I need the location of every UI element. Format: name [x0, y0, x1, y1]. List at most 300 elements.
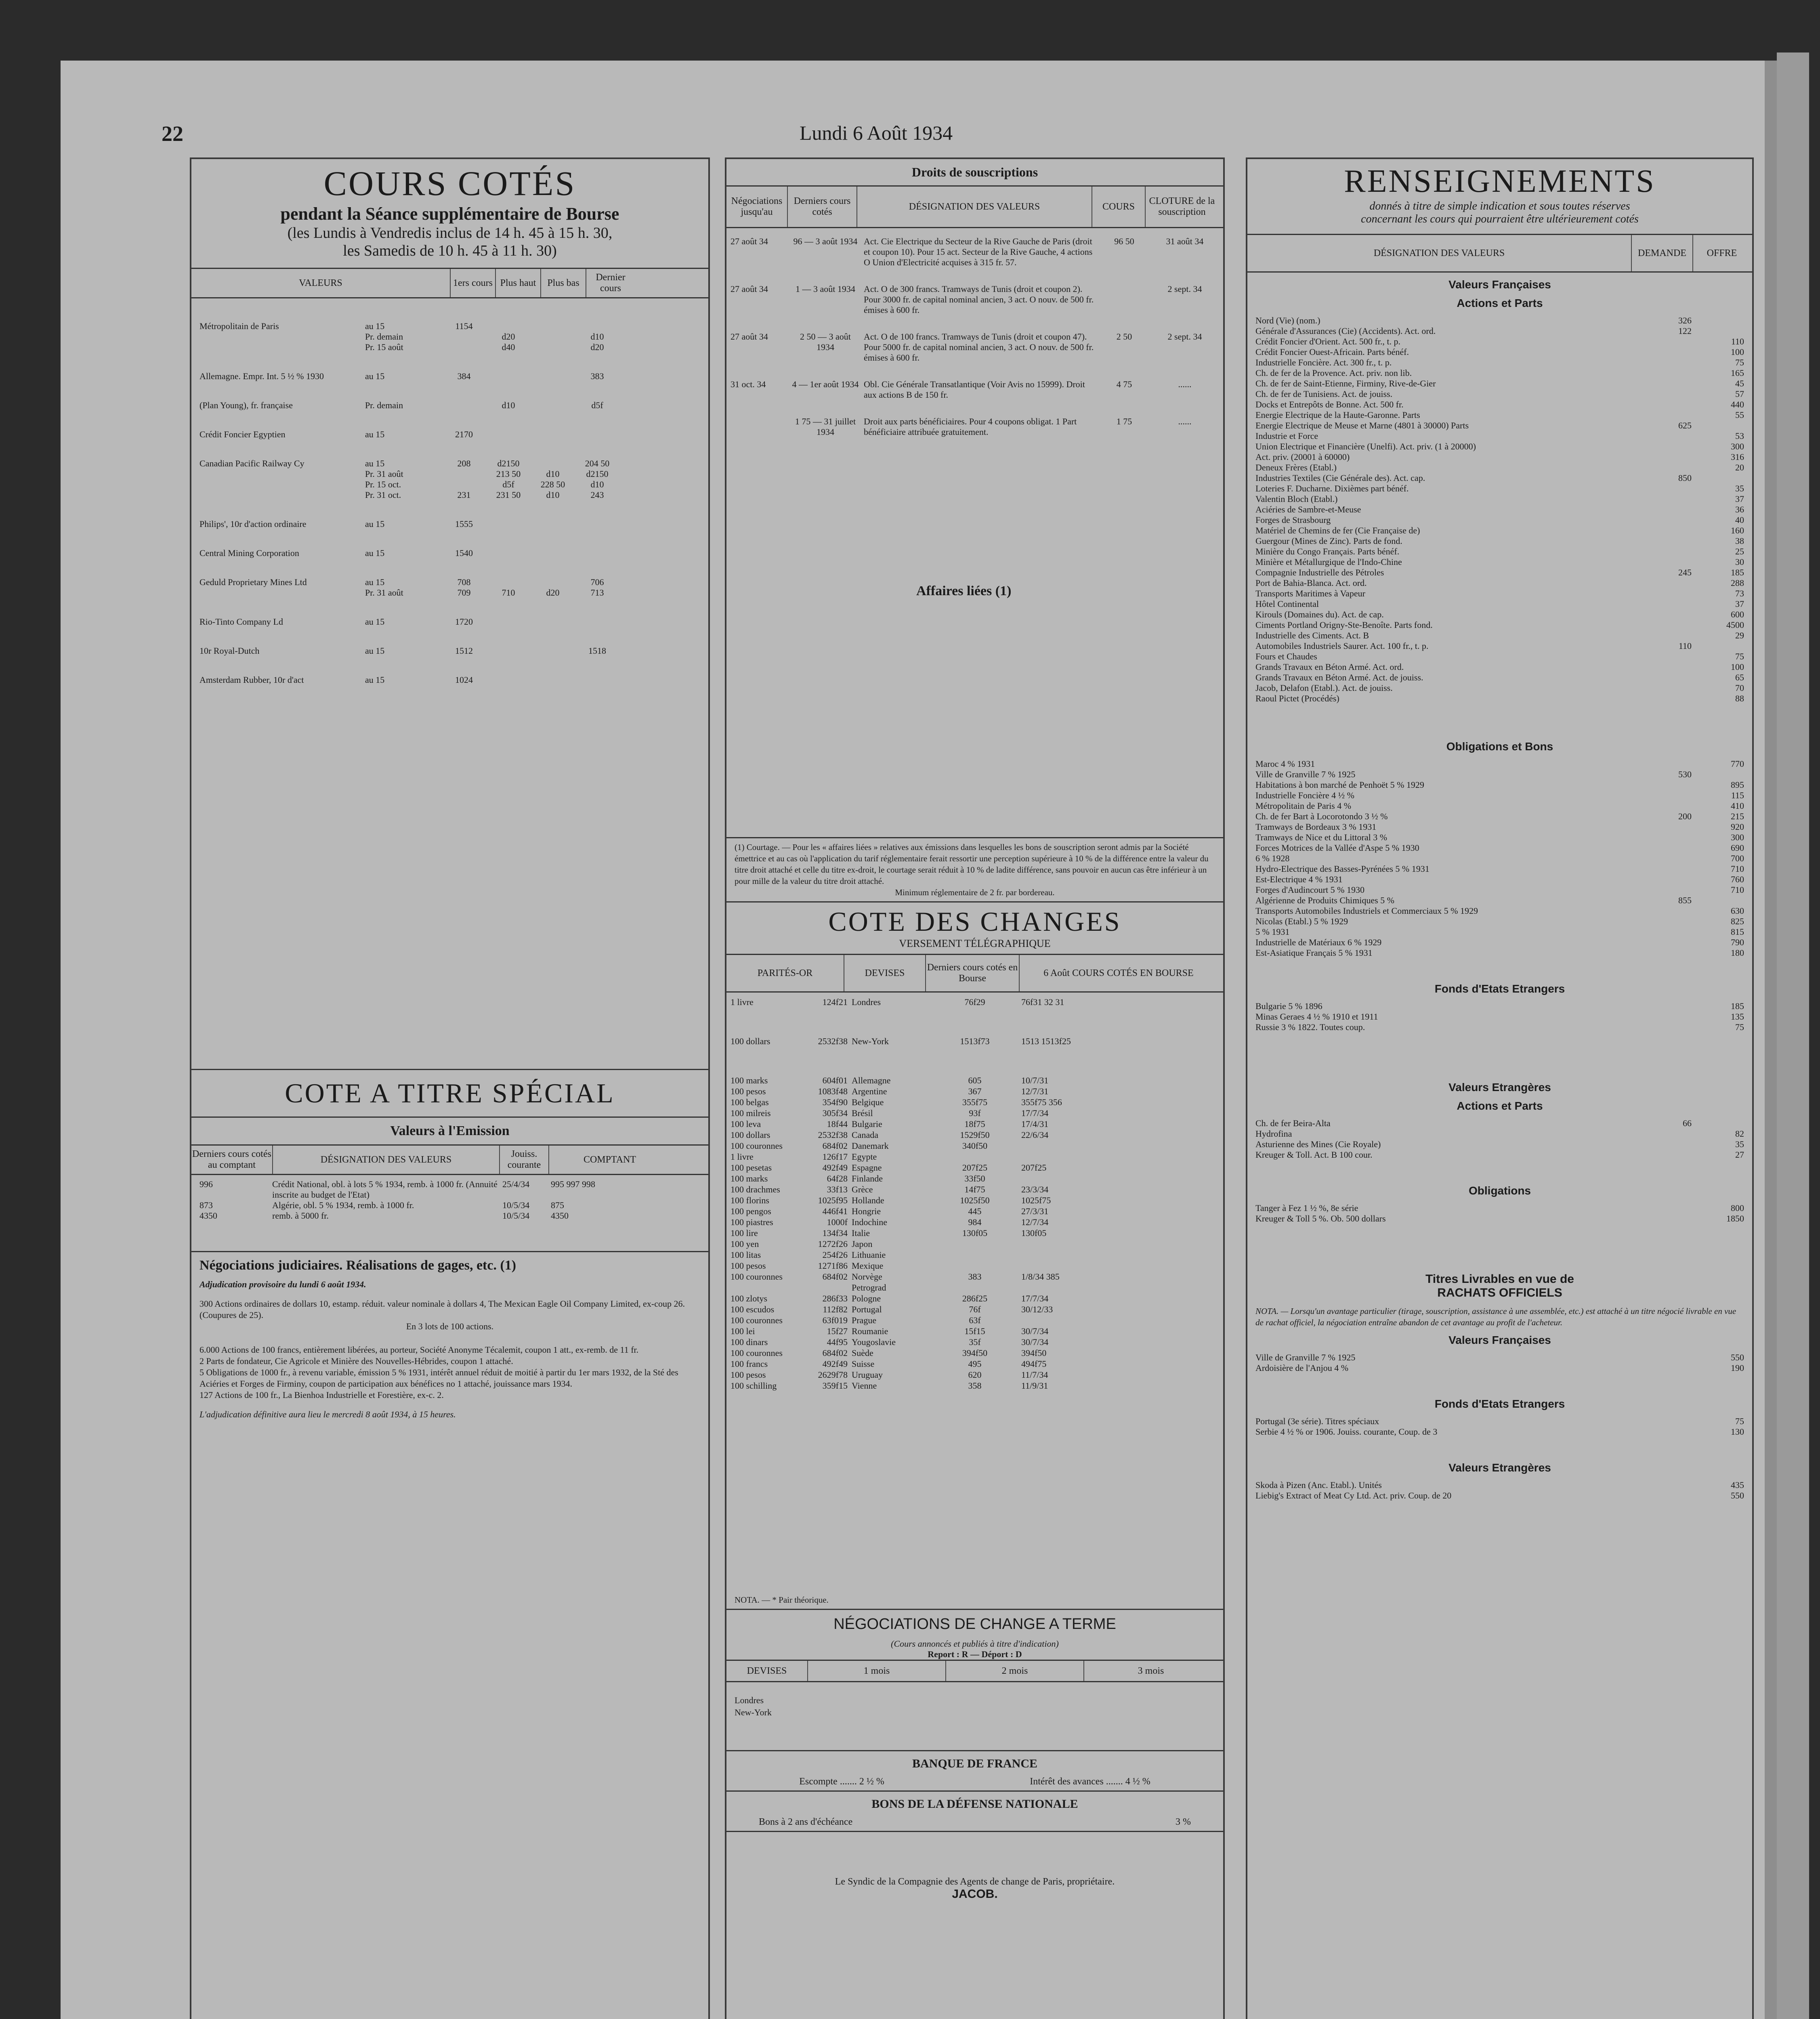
col-high: Plus haut [496, 269, 541, 297]
parity [795, 1282, 852, 1293]
offre: 29 [1735, 630, 1744, 640]
low-cours [531, 321, 575, 332]
designation: Deneux Frères (Etabl.) [1255, 462, 1337, 472]
courtage-minimum: Minimum réglementaire de 2 fr. par bordereau. [895, 888, 1055, 897]
designation: Kreuger & Toll. Act. B 100 cour. [1255, 1150, 1373, 1160]
offre: 100 [1731, 662, 1744, 672]
demande [1655, 546, 1692, 557]
last-cours: 1513f73 [960, 1036, 990, 1046]
first-cours: 708 [457, 577, 471, 587]
term: Pr. 31 août [365, 469, 403, 479]
offre: 70 [1735, 683, 1744, 693]
designation: Raoul Pictet (Procédés) [1255, 693, 1339, 703]
change-row [726, 1369, 1223, 1380]
escompte-label: Escompte [799, 1776, 838, 1787]
term: au 15 [365, 429, 385, 439]
offre [1708, 769, 1744, 780]
offre: 895 [1731, 780, 1744, 790]
designation: Est-Asiatique Français 5 % 1931 [1255, 948, 1373, 958]
change-row [726, 1249, 1223, 1260]
offre: 88 [1735, 693, 1744, 703]
offre: 53 [1735, 431, 1744, 441]
offre: 185 [1731, 567, 1744, 577]
unit: 100 yen [731, 1239, 759, 1249]
demande: 625 [1678, 420, 1692, 430]
cloture: ...... [1178, 416, 1192, 426]
prev-cours: 2 50 — 3 août 1934 [800, 332, 851, 352]
valeur-name: 10r Royal-Dutch [199, 646, 260, 656]
unit: 100 lei [731, 1326, 755, 1336]
today-cours [1021, 1315, 1211, 1326]
renseignement-row [1255, 620, 1744, 630]
prev-cours: 1 75 — 31 juillet 1934 [795, 416, 856, 437]
offre: 35 [1735, 483, 1744, 493]
offre: 440 [1731, 399, 1744, 409]
offre: 700 [1731, 853, 1744, 863]
parity: 254f26 [822, 1250, 848, 1260]
parity: 684f02 [822, 1348, 848, 1358]
valeur-name: Métropolitain de Paris [199, 321, 279, 331]
offre: 20 [1735, 462, 1744, 472]
demande [1655, 389, 1692, 399]
renseignement-row [1255, 494, 1744, 504]
cours-cotes-rows [191, 298, 708, 1066]
first-cours: 1555 [455, 519, 473, 529]
devise: Brésil [852, 1108, 873, 1118]
term: au 15 [365, 458, 385, 468]
low-cours: 228 50 [540, 479, 565, 489]
parity: 354f90 [822, 1097, 848, 1107]
cours-row [199, 479, 700, 490]
last-cours [575, 429, 619, 440]
courtage-note: (1) Courtage. — Pour les « affaires liées » relatives aux émissions dans lesquelles les bons de souscription seront admis par la Société émettrice et au cas où l'application du tarif réglementaire ferait ressortir une perception supérieure à 10 % de la différence entre la valeur du titre droit attaché et celle du titre ex-droit, le courtage serait réduit à 10 % de ladite différence, sans pouvoir en aucun cas être inférieur à un pour mille de la valeur du titre droit attaché. [735, 842, 1209, 886]
designation: Maroc 4 % 1931 [1255, 759, 1315, 769]
renseignement-row [1255, 1480, 1744, 1490]
cours-cotes-header [191, 268, 708, 298]
change-row [726, 1036, 1223, 1047]
valeurs-emission-title: Valeurs à l'Emission [390, 1123, 510, 1138]
cours-cotes-subtitle: pendant la Séance supplémentaire de Bourse [280, 204, 619, 224]
cloture: 2 sept. 34 [1167, 284, 1202, 294]
negotiation-until: 27 août 34 [731, 284, 768, 294]
renseignement-row [1255, 916, 1744, 927]
escompte-rate: 2 ½ % [859, 1776, 884, 1787]
designation: Industrielle des Ciments. Act. B [1255, 630, 1369, 640]
unit: 100 couronnes [731, 1348, 783, 1358]
demande: 855 [1678, 895, 1692, 905]
devise: New-York [852, 1036, 889, 1046]
col-first: 1ers cours [451, 269, 496, 297]
designation: Matériel de Chemins de fer (Cie Française de) [1255, 525, 1420, 535]
last-cours: 15f15 [964, 1326, 985, 1336]
term: au 15 [365, 321, 385, 331]
designation: Droit aux parts bénéficiaires. Pour 4 coupons obligat. 1 Part bénéficiaire attribuée gratuitement. [864, 416, 1077, 437]
low-cours [531, 400, 575, 411]
col-until: Négociations jusqu'au [726, 187, 788, 227]
droit-row [726, 228, 1223, 276]
demande [1655, 431, 1692, 441]
parity: 112f82 [823, 1304, 848, 1314]
bons-title: BONS DE LA DÉFENSE NATIONALE [871, 1797, 1078, 1811]
designation: Valentin Bloch (Etabl.) [1255, 494, 1338, 504]
renseignement-row [1255, 927, 1744, 937]
high-cours: 231 50 [496, 490, 521, 500]
offre: 316 [1731, 452, 1744, 462]
bons-rate: 3 % [1176, 1817, 1191, 1827]
renseignement-row [1255, 822, 1744, 832]
negociations-title: Négociations judiciaires. Réalisations de gages, etc. (1) [199, 1258, 516, 1273]
affaires-liees: Affaires liées (1) [916, 583, 1012, 598]
renseignement-row [1255, 515, 1744, 525]
today-cours: 10/7/31 [1021, 1075, 1049, 1085]
designation: Ardoisière de l'Anjou 4 % [1255, 1363, 1349, 1373]
cours: 96 50 [1114, 236, 1134, 246]
last-cours: 76f [969, 1304, 981, 1314]
parity: 492f49 [822, 1163, 848, 1173]
designation: Grands Travaux en Béton Armé. Act. de jouiss. [1255, 672, 1423, 682]
demande: 326 [1678, 315, 1692, 325]
today-cours: 17/7/34 [1021, 1293, 1049, 1303]
renseignement-row [1255, 567, 1744, 578]
last-cours [928, 1151, 1021, 1162]
change-row [726, 1347, 1223, 1358]
cours-row [199, 321, 700, 332]
terme-subtitle: (Cours annoncés et publiés à titre d'indication) [891, 1639, 1059, 1649]
cours-row [199, 469, 700, 479]
last-cours: 383 [968, 1272, 982, 1282]
designation: Minas Geraes 4 ½ % 1910 et 1911 [1255, 1012, 1378, 1022]
offre: 75 [1735, 1022, 1744, 1032]
designation: remb. à 5000 fr. [272, 1211, 329, 1221]
last-cours: 355f75 [962, 1097, 988, 1107]
last-cours: 204 50 [585, 458, 610, 468]
designation: Port de Bahia-Blanca. Act. ord. [1255, 578, 1367, 588]
first-cours: 1540 [455, 548, 473, 558]
unit: 100 lire [731, 1228, 758, 1238]
designation: Minière et Métallurgique de l'Indo-Chine [1255, 557, 1402, 567]
renseignement-row [1255, 609, 1744, 620]
demande [1655, 599, 1692, 609]
change-row [726, 1173, 1223, 1184]
low-cours: d10 [546, 469, 560, 479]
change-row [726, 1282, 1223, 1293]
last-cours: 495 [968, 1359, 982, 1369]
renseignement-row [1255, 525, 1744, 536]
demande [1655, 347, 1692, 357]
last-cours: 394f50 [962, 1348, 988, 1358]
low-cours [531, 332, 575, 342]
valeur-name: (Plan Young), fr. française [199, 400, 293, 410]
first-cours: 2170 [455, 429, 473, 439]
unit: 100 couronnes [731, 1272, 783, 1282]
offre [1708, 1118, 1744, 1129]
demande [1655, 630, 1692, 641]
col-valeurs: VALEURS [191, 269, 451, 297]
col-today: 6 Août COURS COTÉS EN BOURSE [1043, 968, 1194, 978]
last-cours: 76f29 [964, 997, 985, 1007]
offre: 630 [1731, 906, 1744, 916]
last-cours: 1025f50 [960, 1195, 990, 1205]
offre: 27 [1735, 1150, 1744, 1160]
change-row [726, 997, 1223, 1007]
renseignements-title: RENSEIGNEMENTS [1344, 164, 1656, 199]
demande [1655, 1001, 1692, 1012]
today-cours [1021, 1140, 1211, 1151]
change-row [726, 1260, 1223, 1271]
today-cours [1021, 1173, 1211, 1184]
designation: Act. O de 300 francs. Tramways de Tunis (droit et coupon 2). Pour 3000 fr. de capital nominal ancien, 3 act. O nouv. de 500 fr. émises à 600 fr. [864, 284, 1094, 315]
unit: 100 zlotys [731, 1293, 768, 1303]
last-cours [575, 617, 619, 627]
designation: Transports Maritimes à Vapeur [1255, 588, 1365, 598]
col-2-mois: 2 mois [946, 1661, 1084, 1681]
renseignement-row [1255, 588, 1744, 599]
renseignement-row [1255, 1213, 1744, 1224]
designation: Union Electrique et Financière (Unelfi). Act. priv. (1 à 20000) [1255, 441, 1476, 451]
valeur-name: Rio-Tinto Company Ld [199, 617, 283, 627]
term: au 15 [365, 617, 385, 627]
last-cours: 18f75 [964, 1119, 985, 1129]
renseignement-row [1255, 895, 1744, 906]
valeur-name: Philips', 10r d'action ordinaire [199, 519, 306, 529]
demande [1655, 378, 1692, 389]
designation: Industrielle Foncière. Act. 300 fr., t. p. [1255, 357, 1392, 367]
parity: 446f41 [822, 1206, 848, 1216]
demande [1655, 843, 1692, 853]
renseignement-row [1255, 368, 1744, 378]
offre: 550 [1731, 1490, 1744, 1501]
parity: 2532f38 [818, 1130, 848, 1140]
rs-ve-actions-title: Actions et Parts [1457, 1100, 1543, 1112]
changes-header [726, 954, 1223, 993]
offre: 160 [1731, 525, 1744, 535]
col-last: Dernier cours [596, 272, 626, 294]
rs-actions-list [1247, 315, 1752, 704]
renseignement-row [1255, 1352, 1744, 1363]
designation: Russie 3 % 1822. Toutes coup. [1255, 1022, 1365, 1032]
droit-row [726, 371, 1223, 408]
demande [1655, 1363, 1692, 1373]
cloture: 2 sept. 34 [1167, 332, 1202, 342]
today-cours: 207f25 [1021, 1163, 1047, 1173]
demande [1655, 780, 1692, 790]
designation: Forges d'Audincourt 5 % 1930 [1255, 885, 1364, 895]
low-cours [531, 371, 575, 382]
demande [1655, 368, 1692, 378]
designation: Algérienne de Produits Chimiques 5 % [1255, 895, 1395, 905]
cours: 1 75 [1116, 416, 1132, 426]
offre: 110 [1731, 336, 1744, 346]
rs-obligations-list [1247, 759, 1752, 958]
low-cours [531, 646, 575, 656]
offre: 710 [1731, 885, 1744, 895]
cours-cotes-title: COURS COTÉS [323, 164, 576, 203]
renseignement-row [1255, 441, 1744, 452]
offre: 40 [1735, 515, 1744, 525]
rachats-vf-title: Valeurs Françaises [1448, 1334, 1551, 1346]
demande: 530 [1678, 769, 1692, 779]
droits-header [726, 185, 1223, 228]
term: au 15 [365, 646, 385, 656]
first-cours: 1024 [455, 675, 473, 685]
rachats-nota: NOTA. — Lorsqu'un avantage particulier (tirage, souscription, assistance à une assemblée, etc.) est attaché à un titre négocié livrable en vue de rachat officiel, la négociation entraîne abandon de cet avantage au profit de l'acheteur. [1255, 1306, 1736, 1327]
last-cours: 93f [969, 1108, 981, 1118]
renseignement-row [1255, 864, 1744, 874]
designation: Ch. de fer Bart à Locorotondo 3 ½ % [1255, 811, 1388, 821]
cours-row [199, 577, 700, 588]
demande [1655, 1490, 1692, 1501]
designation: Act. Cie Electrique du Secteur de la Rive Gauche de Paris (droit et coupon 10). Pour 15 act. Secteur de la Rive Gauche, 4 actions O Union d'Electricité acquises à 315 fr. 57. [864, 236, 1093, 267]
designation: Hôtel Continental [1255, 599, 1319, 609]
unit: 1 livre [731, 1152, 754, 1162]
last-cours: 63f [969, 1315, 981, 1325]
parity: 2629f78 [818, 1370, 848, 1380]
valeur-name: Canadian Pacific Railway Cy [199, 458, 304, 468]
unit: 100 pesetas [731, 1163, 772, 1173]
renseignement-row [1255, 693, 1744, 704]
offre [1708, 315, 1744, 326]
offre: 36 [1735, 504, 1744, 514]
demande [1655, 1022, 1692, 1033]
designation: Ch. de fer Beira-Alta [1255, 1118, 1331, 1128]
negotiation-until [726, 416, 791, 437]
designation: Act. O de 100 francs. Tramways de Tunis (droit et coupon 47). Pour 5000 fr. de capital nominal ancien, 3 act. O nouv. de 500 fr. émises à 600 fr. [864, 332, 1094, 363]
prev-cours: 96 — 3 août 1934 [793, 236, 858, 246]
today-cours [1021, 1249, 1211, 1260]
terme-header [726, 1660, 1223, 1682]
cours-row [199, 458, 700, 469]
last-cours: 35f [969, 1337, 981, 1347]
col-devises: DEVISES [726, 1661, 808, 1681]
last-cours [575, 548, 619, 558]
unit: 100 leva [731, 1119, 761, 1129]
parity: 63f019 [822, 1315, 848, 1325]
designation: Habitations à bon marché de Penhoët 5 % 1929 [1255, 780, 1424, 790]
designation: Automobiles Industriels Saurer. Act. 100 fr., t. p. [1255, 641, 1429, 651]
change-row [726, 1326, 1223, 1337]
renseignement-row [1255, 1001, 1744, 1012]
designation: Loteries F. Ducharne. Dixièmes part bénéf. [1255, 483, 1409, 493]
today-cours: 23/3/34 [1021, 1184, 1049, 1194]
col-designation: DÉSIGNATION DES VALEURS [1247, 235, 1632, 271]
valeur-name [199, 469, 365, 479]
designation: Energie Electrique de la Haute-Garonne. Parts [1255, 410, 1420, 420]
offre: 37 [1735, 494, 1744, 504]
change-row [726, 1129, 1223, 1140]
droit-row [726, 276, 1223, 323]
last-cours [928, 1238, 1021, 1249]
last-cours [575, 675, 619, 685]
offre: 920 [1731, 822, 1744, 832]
today-cours: 394f50 [1021, 1348, 1047, 1358]
demande: 66 [1683, 1118, 1692, 1128]
renseignement-row [1255, 347, 1744, 357]
unit: 100 belgas [731, 1097, 769, 1107]
demande [1655, 885, 1692, 895]
designation: Docks et Entrepôts de Bonne. Act. 500 fr. [1255, 399, 1404, 409]
first-cours: 1154 [455, 321, 473, 331]
demande [1655, 1480, 1692, 1490]
last-cours: d10 [590, 332, 604, 342]
devise: Lithuanie [852, 1250, 886, 1260]
designation: Ville de Granville 7 % 1925 [1255, 769, 1356, 779]
low-cours [531, 429, 575, 440]
offre: 38 [1735, 536, 1744, 546]
demande [1655, 801, 1692, 811]
unit: 100 pesos [731, 1261, 766, 1271]
demande [1655, 916, 1692, 927]
change-row [726, 1195, 1223, 1206]
parity: 64f28 [827, 1173, 848, 1184]
renseignement-row [1255, 1139, 1744, 1150]
last-cours: 367 [968, 1086, 982, 1096]
today-cours: 12/7/31 [1021, 1086, 1049, 1096]
offre: 75 [1735, 651, 1744, 661]
demande [1655, 557, 1692, 567]
last-cours: d2150 [586, 469, 609, 479]
renseignement-row [1255, 1022, 1744, 1033]
parity: 684f02 [822, 1141, 848, 1151]
designation: Bulgarie 5 % 1896 [1255, 1001, 1322, 1011]
last-cours: 340f50 [962, 1141, 988, 1151]
today-cours: 22/6/34 [1021, 1130, 1049, 1140]
rs-vf-title: Valeurs Françaises [1448, 278, 1551, 291]
neg-text-3: 6.000 Actions de 100 francs, entièrement libérées, au porteur, Société Anonyme Técalemit, coupon 1 att., ex-remb. de 11 fr. [199, 1345, 639, 1355]
valeur-name [199, 588, 365, 598]
avances-rate: 4 ½ % [1125, 1776, 1150, 1787]
middle-column: Droits de souscriptions Négociations jusqu'au Derniers cours cotés DÉSIGNATION DES VALEURS COURS CLOTURE de la souscription 27 août 34 96 — 3 août 1934 Act. Cie Electrique du Secteur de la Rive Gauche de Paris (droit et coupon 10). Pour 15 act. Secteur de la Rive Gauche, 4 actions O Union d'Electricité acquises à 315 fr. 57. 96 50 31 août 34 27 août 34 1 — 3 août 1934 Act. O de 300 francs. Tramways de Tunis (droit et coupon 2). Pour 3000 fr. de capital nominal ancien, 3 act. O nouv. de 500 fr. émises à 600 fr. 2 sept. 34 27 août 34 2 50 — 3 août 1934 Act. O de 100 francs. Tramways de Tunis (droit et coupon 47). Pour 5000 fr. de capital nominal ancien, 3 act. O nouv. de 500 fr. émises à 600 fr. 2 50 2 sept. 34 31 oct. 34 4 — 1er août 1934 Obl. Cie Générale Transatlantique (Voir Avis no 15999). Droit aux actions B de 150 fr. 4 75 ...... 1 75 — 31 juillet 1934 Droit aux parts bénéficiaires. Pour 4 coupons obligat. 1 Part bénéficiaire attribuée gratuitement. 1 75 ...... Affaires liées (1) (1) Courtage. — Pour les « affaires liées » relatives aux émissions dans lesquelles les bons de souscription seront admis par la Société émettrice et au cas où l'application du tarif réglementaire ferait ressortir une perception supérieure à 10 % de la différence entre la valeur du titre droit attaché et celle du titre ex-droit, le courtage serait réduit à 10 % de ladite différence, sans pouvoir en aucun cas être inférieur à un pour mille de la valeur du titre droit attaché. Minimum réglementaire de 2 fr. par bordereau. COTE DES CHANGES VERSEMENT TÉLÉGRAPHIQUE PARITÉS-OR DEVISES Derniers cours cotés en Bourse 6 Août COURS COTÉS EN BOURSE 1 livre 124f21 Londres 76f29 76f31 32 31 100 dollars 2532f38 New-York 1513f73 1513 1513f25 100 marks 604f01 Allemagne 605 10/7/31 100 pesos 1083f48 Argentine 367 12/7/31 100 belgas 354f90 Belgique 355f75 355f75 356 100 milreis 305f34 Brésil 93f 17/7/34 100 leva 18f44 Bulgarie 18f75 17/4/31 100 dollars 2532f38 Canada 1529f50 22/6/34 100 couronnes 684f02 Danemark 340f50 1 livre 126f17 Egypte 100 pesetas 492f49 Espagne 207f25 207f25 100 marks 64f28 Finlande 33f50 100 drachmes 33f13 Grèce 14f75 23/3/34 100 florins 1025f95 Hollande 1025f50 1025f75 100 pengos 446f41 Hongrie 445 27/3/31 100 piastres 1000f Indochine 984 12/7/34 100 lire 134f34 Italie 130f05 130f05 100 yen 1272f26 Japon 100 litas 254f26 Lithuanie 100 pesos 1271f86 Mexique 100 couronnes 684f02 Norvège 383 1/8/34 385 Petrograd 100 zlotys 286f33 Pologne 286f25 17/7/34 100 escudos 112f82 Portugal 76f 30/12/33 100 couronnes 63f019 Prague 63f 100 lei 15f27 Roumanie 15f15 30/7/34 100 dinars 44f95 Yougoslavie 35f 30/7/34 100 couronnes 684f02 Suède 394f50 394f50 100 francs 492f49 Suisse 495 494f75 100 pesos 2629f78 Uruguay 620 11/7/34 100 schilling 359f15 Vienne 358 11/9/31 NOTA. — * Pair théorique. NÉGOCIATIONS DE CHANGE A TERME (Cours annoncés et publiés à titre d'indication) Report : R — Déport : D DEVISES 1 mois 2 mois 3 mois Londres New-York BANQUE DE FRANCE Escompte ....... 2 ½ % Intérêt des avances ....... 4 ½ % BONS DE LA DÉFENSE NATIONALE Bons à 2 ans d'échéance 3 % Le Syndic de la Compagnie des Agents de change de Paris, propriétaire. JACOB. [725, 157, 1225, 2019]
demande [1655, 588, 1692, 599]
rs-ve-list [1247, 1118, 1752, 1160]
valeur-name: Geduld Proprietary Mines Ltd [199, 577, 307, 587]
demande [1655, 672, 1692, 683]
low-cours [531, 577, 575, 588]
parity: 124f21 [822, 997, 848, 1007]
today-cours: 1025f75 [1021, 1195, 1051, 1205]
today-cours [1021, 1282, 1211, 1293]
offre [1708, 473, 1744, 483]
last-cours: 445 [968, 1206, 982, 1216]
renseignement-row [1255, 811, 1744, 822]
parity: 492f49 [822, 1359, 848, 1369]
offre: 65 [1735, 672, 1744, 682]
demande [1655, 536, 1692, 546]
unit: 1 livre [731, 997, 754, 1007]
designation: Industrielle de Matériaux 6 % 1929 [1255, 937, 1382, 947]
offre: 288 [1731, 578, 1744, 588]
today-cours [1021, 1260, 1211, 1271]
devise: Mexique [852, 1261, 884, 1271]
designation: Crédit National, obl. à lots 5 % 1934, remb. à 1000 fr. (Annuité inscrite au budget de l'Etat) [272, 1179, 498, 1200]
changes-rows [726, 993, 1223, 1594]
cours-row [199, 588, 700, 598]
rachats-fonds-list [1247, 1416, 1752, 1437]
renseignement-row [1255, 1490, 1744, 1501]
low-cours: d20 [546, 588, 560, 598]
term: au 15 [365, 371, 385, 381]
valeur-name [199, 342, 365, 353]
offre: 825 [1731, 916, 1744, 926]
droits-title: Droits de souscriptions [911, 165, 1038, 179]
last-cours: 14f75 [964, 1184, 985, 1194]
unit: 100 pesos [731, 1370, 766, 1380]
demande [1655, 651, 1692, 662]
col-cours: COURS [1092, 187, 1146, 227]
col-offre: OFFRE [1707, 248, 1737, 258]
devise: Hollande [852, 1195, 884, 1205]
unit: 100 piastres [731, 1217, 773, 1227]
designation: Métropolitain de Paris 4 % [1255, 801, 1352, 811]
